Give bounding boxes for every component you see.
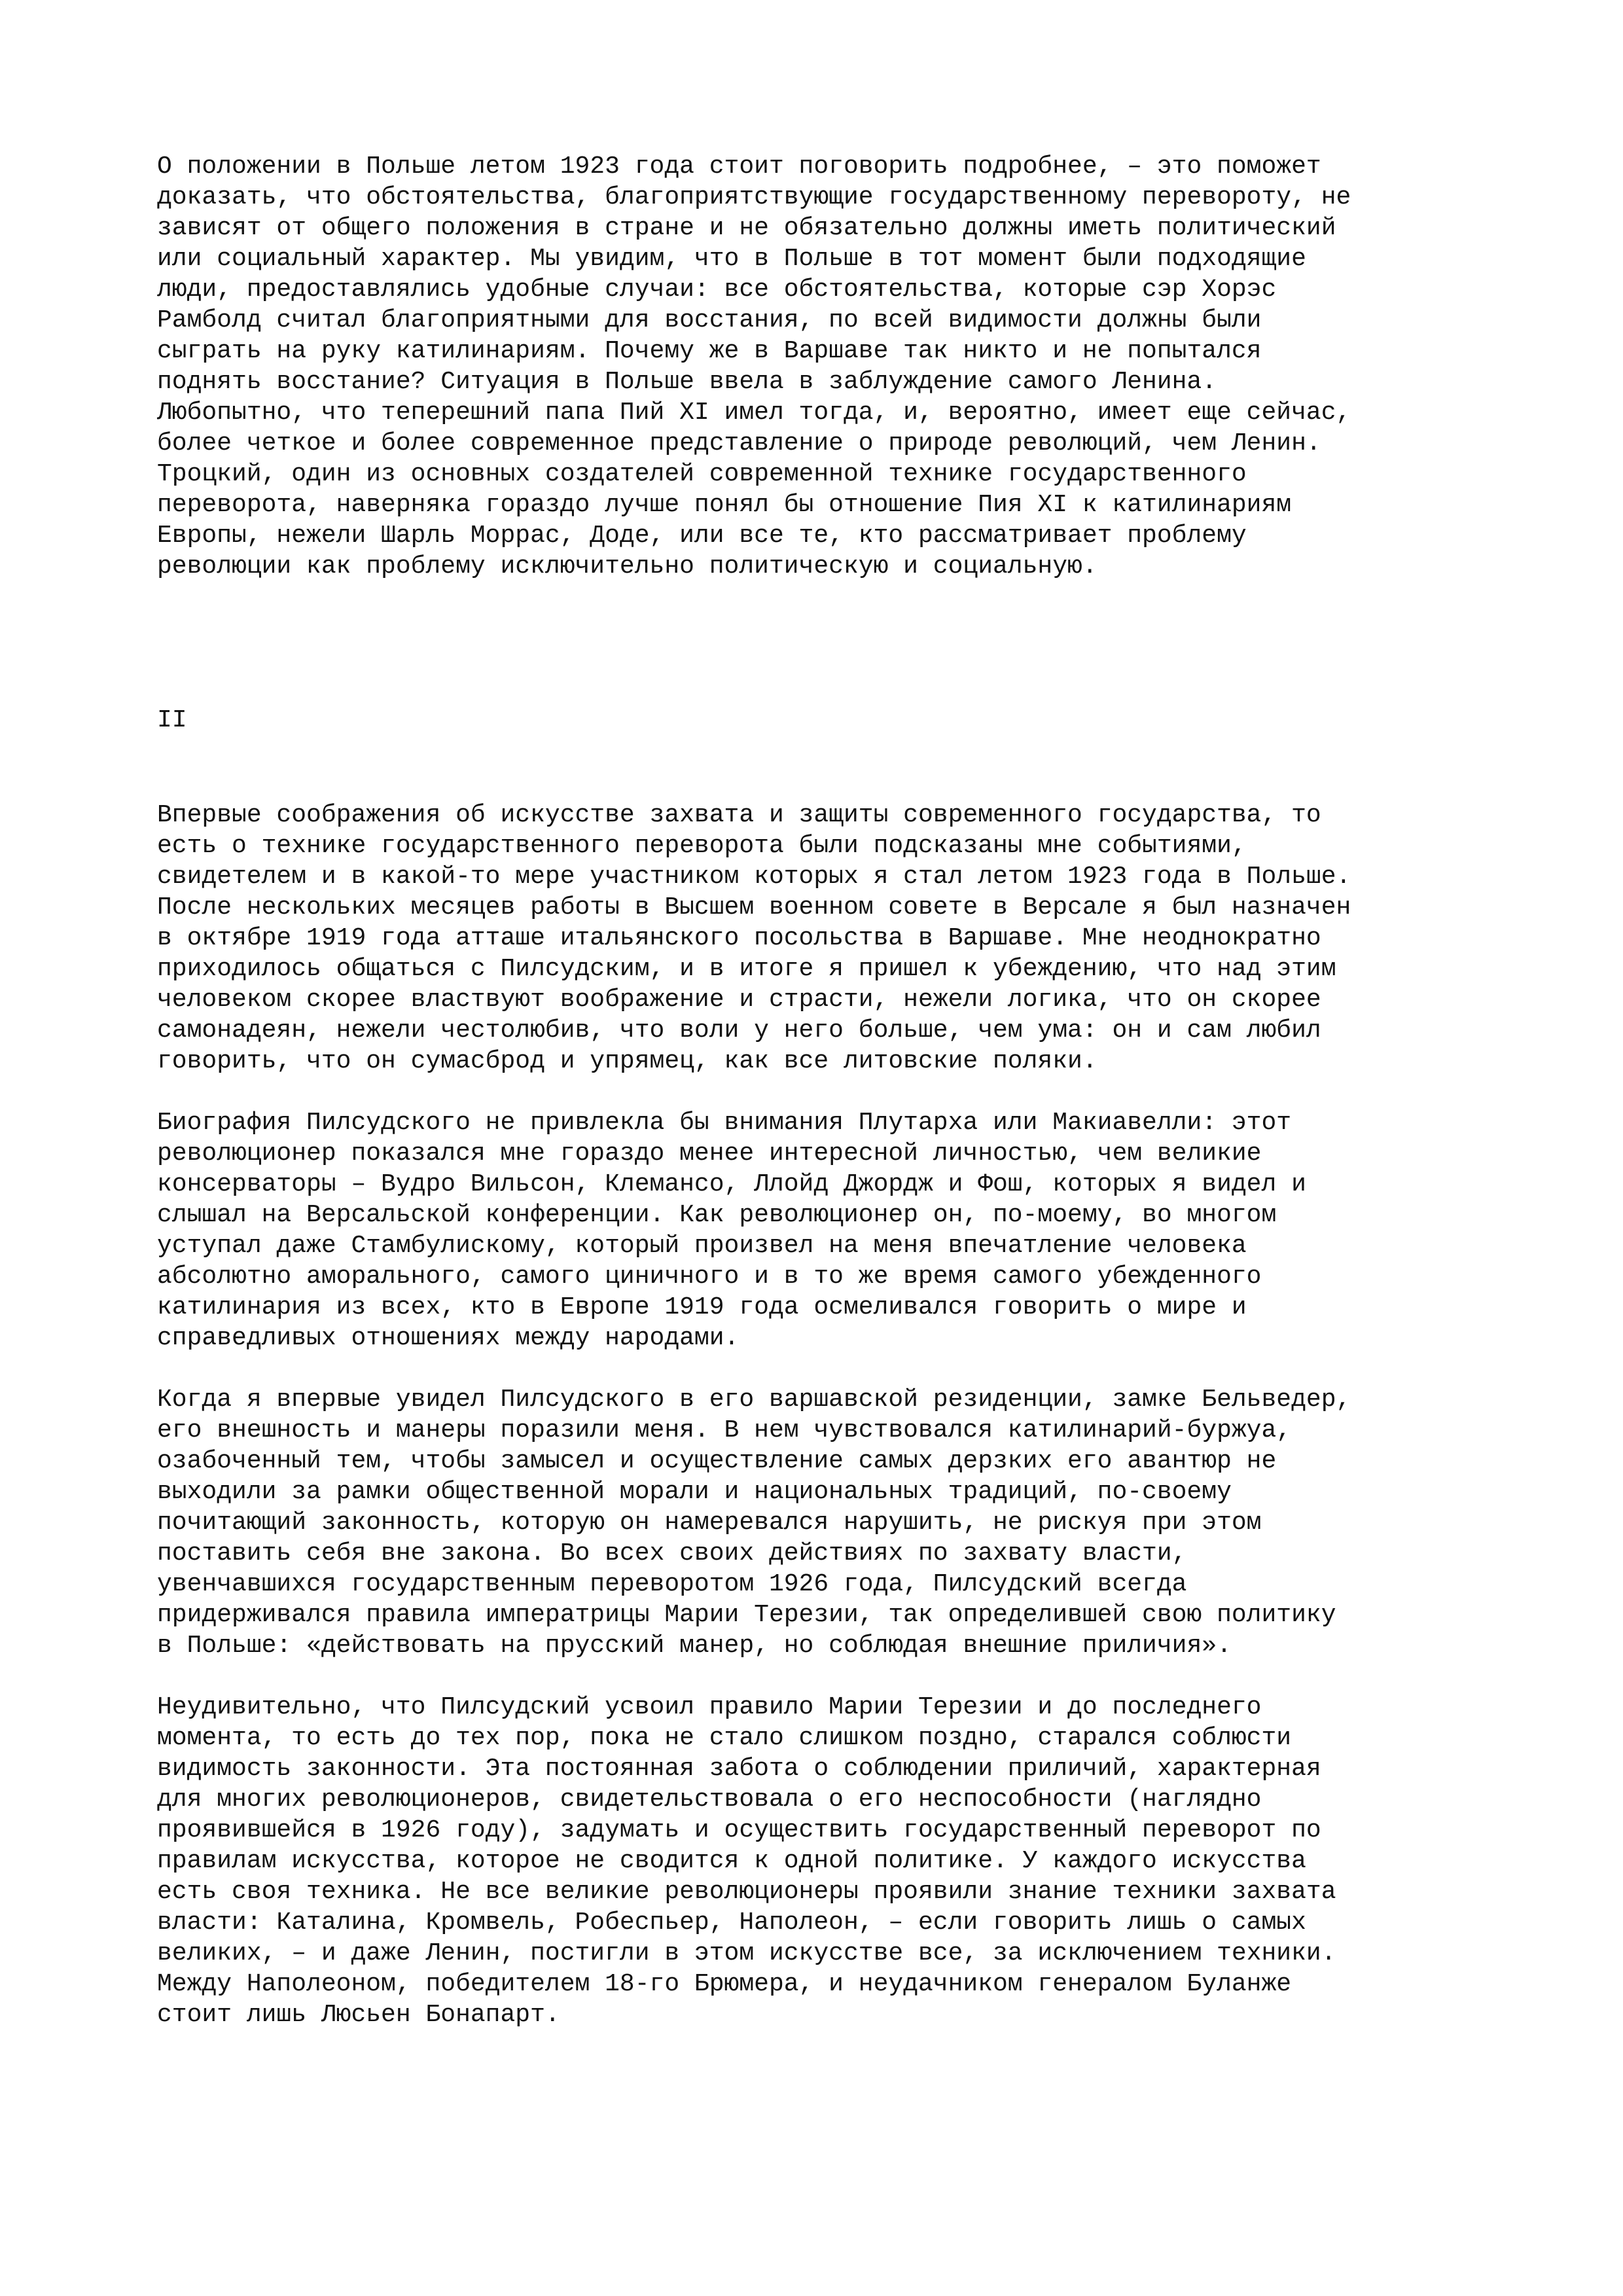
text-line: приходилось общаться с Пилсудским, и в итоге я пришел к убеждению, что над этим	[157, 955, 1336, 983]
text-line: самонадеян, нежели честолюбив, что воли у него больше, чем ума: он и сам любил	[157, 1016, 1321, 1045]
text-line: Рамболд считал благоприятными для восстания, по всей видимости должны были	[157, 306, 1262, 334]
text-line: Троцкий, один из основных создателей современной технике государственного	[157, 460, 1247, 488]
text-line: более четкое и более современное представление о природе революций, чем Ленин.	[157, 429, 1321, 457]
text-line: проявившейся в 1926 году), задумать и осуществить государственный переворот по	[157, 1816, 1321, 1844]
text-line: слышал на Версальской конференции. Как революционер он, по-моему, во многом	[157, 1201, 1277, 1229]
text-line: О положении в Польше летом 1923 года стоит поговорить подробнее, – это поможет	[157, 152, 1321, 181]
text-line: правилам искусства, которое не сводится к одной политике. У каждого искусства	[157, 1847, 1306, 1875]
text-line: или социальный характер. Мы увидим, что в Польше в тот момент были подходящие	[157, 245, 1306, 273]
text-line: видимость законности. Эта постоянная забота о соблюдении приличий, характерная	[157, 1755, 1321, 1783]
text-line: Любопытно, что теперешний папа Пий XI имел тогда, и, вероятно, имеет еще сейчас,	[157, 399, 1351, 427]
text-line: свидетелем и в какой-то мере участником которых я стал летом 1923 года в Польше.	[157, 863, 1351, 891]
text-line: зависят от общего положения в стране и не обязательно должны иметь политический	[157, 214, 1336, 242]
text-line: уступал даже Стамбулискому, который произвел на меня впечатление человека	[157, 1232, 1247, 1260]
text-line: Европы, нежели Шарль Моррас, Доде, или все те, кто рассматривает проблему	[157, 522, 1247, 550]
text-line: катилинария из всех, кто в Европе 1919 года осмеливался говорить о мире и	[157, 1293, 1247, 1321]
text-line: доказать, что обстоятельства, благоприятствующие государственному перевороту, не	[157, 183, 1351, 211]
text-line: поднять восстание? Ситуация в Польше ввела в заблуждение самого Ленина.	[157, 368, 1217, 396]
text-line: человеком скорее властвуют воображение и страсти, нежели логика, что он скорее	[157, 986, 1321, 1014]
text-line: революции как проблему исключительно политическую и социальную.	[157, 552, 1097, 581]
section-heading	[157, 705, 1492, 736]
text-line: революционер показался мне гораздо менее интересной личностью, чем великие	[157, 1139, 1262, 1168]
text-line: момента, то есть до тех пор, пока не стало слишком поздно, старался соблюсти	[157, 1724, 1292, 1752]
text-line: Неудивительно, что Пилсудский усвоил правило Марии Терезии и до последнего	[157, 1693, 1262, 1721]
text-line: Впервые соображения об искусстве захвата и защиты современного государства, то	[157, 801, 1321, 829]
text-line: справедливых отношениях между народами.	[157, 1324, 740, 1352]
text-line: в октябре 1919 года атташе итальянского посольства в Варшаве. Мне неоднократно	[157, 924, 1321, 952]
text-line: выходили за рамки общественной морали и национальных традиций, по-своему	[157, 1478, 1232, 1506]
text-line: почитающий законность, которую он намеревался нарушить, не рискуя при этом	[157, 1509, 1262, 1537]
text-line: его внешность и манеры поразили меня. В нем чувствовался катилинарий-буржуа,	[157, 1416, 1292, 1444]
text-line: абсолютно аморального, самого циничного и в то же время самого убежденного	[157, 1263, 1262, 1291]
text-line: люди, предоставлялись удобные случаи: все обстоятельства, которые сэр Хорэс	[157, 276, 1277, 304]
text-line: великих, – и даже Ленин, постигли в этом искусстве все, за исключением техники.	[157, 1939, 1336, 1967]
paragraph-4	[157, 1384, 1492, 1661]
text-line: для многих революционеров, свидетельствовала о его неспособности (наглядно	[157, 1785, 1262, 1814]
text-line: поставить себя вне закона. Во всех своих действиях по захвату власти,	[157, 1539, 1187, 1568]
paragraph-3	[157, 1107, 1492, 1354]
text-line: стоит лишь Люсьен Бонапарт.	[157, 2001, 560, 2029]
section-number: II	[157, 706, 187, 734]
text-line: увенчавшихся государственным переворотом 1926 года, Пилсудский всегда	[157, 1570, 1187, 1598]
text-line: После нескольких месяцев работы в Высшем военном совете в Версале я был назначен	[157, 893, 1351, 922]
text-line: Между Наполеоном, победителем 18-го Брюмера, и неудачником генералом Буланже	[157, 1970, 1292, 1998]
text-line: есть своя техника. Не все великие революционеры проявили знание техники захвата	[157, 1878, 1336, 1906]
text-line: говорить, что он сумасброд и упрямец, как все литовские поляки.	[157, 1047, 1097, 1075]
text-line: консерваторы – Вудро Вильсон, Клемансо, Ллойд Джордж и Фош, которых я видел и	[157, 1170, 1306, 1198]
text-line: Биография Пилсудского не привлекла бы внимания Плутарха или Макиавелли: этот	[157, 1109, 1292, 1137]
text-line: сыграть на руку катилинариям. Почему же в Варшаве так никто и не попытался	[157, 337, 1262, 365]
paragraph-2	[157, 800, 1492, 1077]
text-line: есть о технике государственного переворота были подсказаны мне событиями,	[157, 832, 1247, 860]
text-line: придерживался правила императрицы Марии Терезии, так определившей свою политику	[157, 1601, 1336, 1629]
text-line: в Польше: «действовать на прусский манер, но соблюдая внешние приличия».	[157, 1632, 1232, 1660]
text-line: озабоченный тем, чтобы замысел и осуществление самых дерзких его авантюр не	[157, 1447, 1277, 1475]
text-line: власти: Каталина, Кромвель, Робеспьер, Наполеон, – если говорить лишь о самых	[157, 1909, 1306, 1937]
text-line: Когда я впервые увидел Пилсудского в его варшавской резиденции, замке Бельведер,	[157, 1386, 1351, 1414]
text-line: переворота, наверняка гораздо лучше понял бы отношение Пия XI к катилинариям	[157, 491, 1292, 519]
paragraph-5	[157, 1692, 1492, 2030]
paragraph-1	[157, 151, 1492, 582]
